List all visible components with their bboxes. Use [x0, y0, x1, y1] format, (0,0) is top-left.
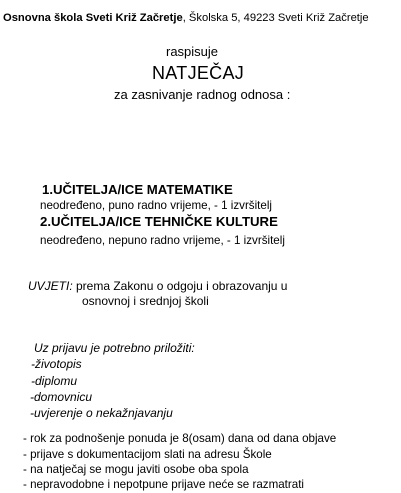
raspisuje-text: raspisuje — [166, 44, 219, 59]
position-detail-2: neodređeno, nepuno radno vrijeme, - 1 izvršitelj — [40, 234, 285, 247]
note-item: - nepravodobne i nepotpune prijave neće se razmatrati — [23, 478, 305, 491]
note-item: - na natječaj se mogu javiti osobe oba spola — [23, 463, 249, 476]
position-title-2: 2.UČITELJA/ICE TEHNIČKE KULTURE — [40, 214, 278, 229]
conditions-label: UVJETI: — [28, 279, 73, 293]
position-detail-1: neodređeno, puno radno vrijeme, - 1 izvršitelj — [40, 199, 272, 212]
document-item: -diplomu — [31, 374, 78, 388]
note-item: - prijave s dokumentacijom slati na adresu Škole — [23, 448, 272, 461]
position-title-1: 1.UČITELJA/ICE MATEMATIKE — [42, 182, 233, 197]
note-item: - rok za podnošenje ponuda je 8(osam) dana od dana objave — [23, 432, 337, 445]
conditions-line-1 — [28, 279, 287, 293]
conditions-text-1: prema Zakonu o odgoju i obrazovanju u — [72, 279, 288, 293]
page-subtitle: za zasnivanje radnog odnosa : — [114, 87, 291, 102]
school-name: Osnovna škola Sveti Križ Začretje — [3, 12, 183, 24]
documents-intro: Uz prijavu je potrebno priložiti: — [34, 341, 195, 355]
school-header — [3, 12, 369, 24]
page-title: NATJEČAJ — [152, 63, 245, 83]
document-item: -domovnicu — [30, 390, 93, 404]
document-item: -životopis — [31, 357, 82, 371]
school-address: , Školska 5, 49223 Sveti Križ Začretje — [182, 12, 369, 24]
document-item: -uvjerenje o nekažnjavanju — [30, 406, 173, 420]
conditions-line-2: osnovnoj i srednjoj školi — [82, 294, 209, 308]
